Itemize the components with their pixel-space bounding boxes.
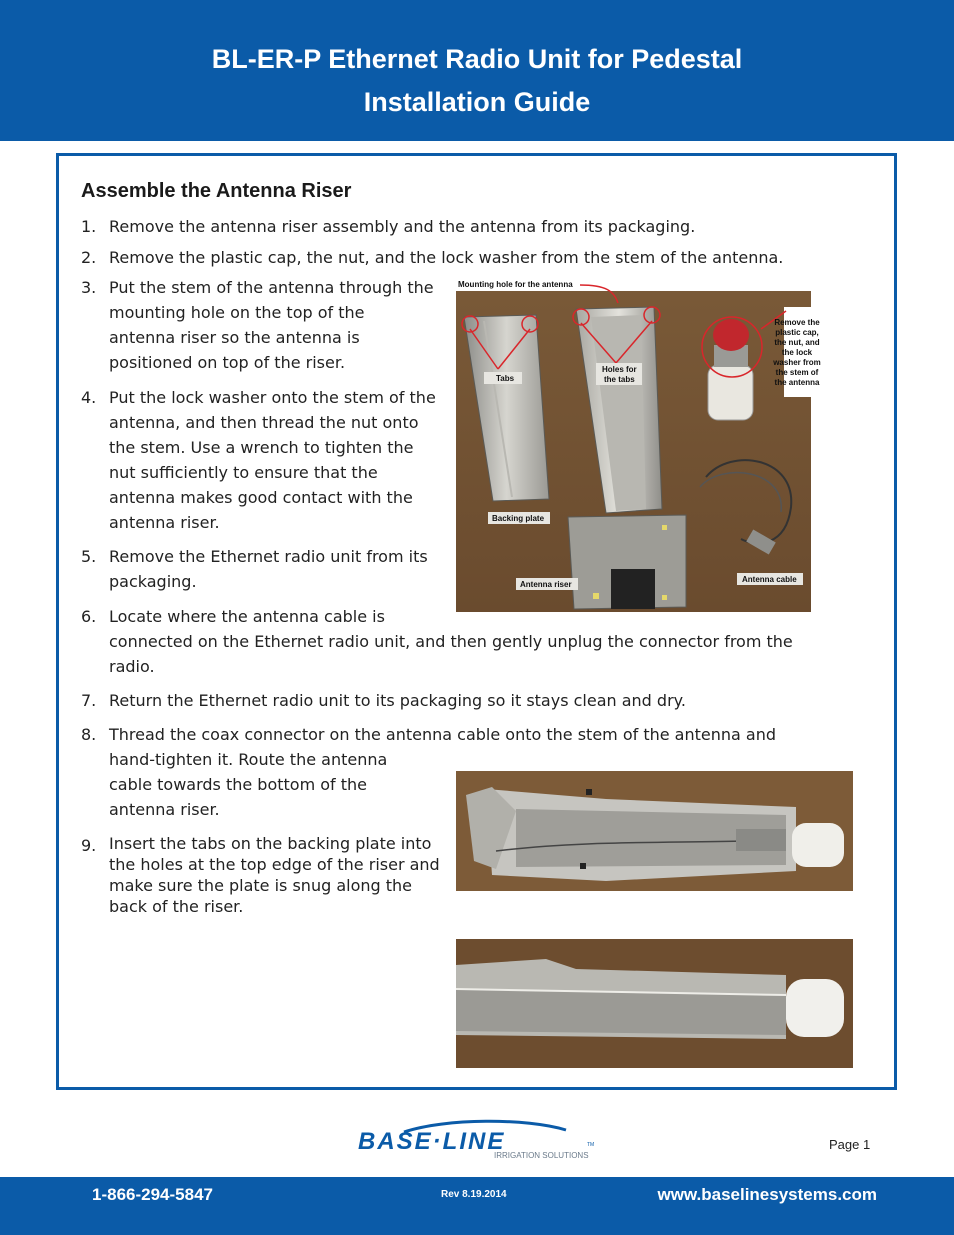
step-line: antenna makes good contact with the	[109, 488, 413, 507]
step-text	[109, 544, 428, 594]
step-5	[81, 544, 451, 594]
step-line: the holes at the top edge of the riser and	[109, 855, 440, 874]
step-number: 2.	[81, 248, 97, 267]
step-line: mounting hole on the top of the	[109, 303, 365, 322]
step-line: cable towards the bottom of the	[109, 775, 368, 794]
label-remove-3: the nut, and	[774, 338, 820, 347]
step-2	[81, 245, 861, 270]
step-line: connected on the Ethernet radio unit, and then gently unplug the connector from the	[109, 632, 793, 651]
step-1	[81, 214, 861, 239]
footer-revision: Rev 8.19.2014	[441, 1189, 507, 1200]
step-number: 6.	[81, 607, 97, 626]
step-number: 4.	[81, 388, 97, 407]
section-heading: Assemble the Antenna Riser	[81, 180, 352, 202]
logo-tagline: IRRIGATION SOLUTIONS	[494, 1151, 589, 1160]
step-line: antenna riser so the antenna is	[109, 328, 360, 347]
step-number: 5.	[81, 547, 97, 566]
step-number: 1.	[81, 217, 97, 236]
page-number: Page 1	[829, 1137, 871, 1152]
step-number: 3.	[81, 278, 97, 297]
step-text	[109, 385, 436, 535]
step-text	[109, 275, 434, 375]
label-remove-5: washer from	[773, 358, 821, 367]
step-line: Put the lock washer onto the stem of the	[109, 388, 436, 407]
label-mounting-hole: Mounting hole for the antenna	[458, 280, 573, 289]
step-number: 7.	[81, 691, 97, 710]
footer-phone: 1-866-294-5847	[92, 1185, 213, 1204]
step-line: hand-tighten it. Route the antenna	[109, 750, 388, 769]
label-remove-7: the antenna	[774, 378, 820, 387]
step-line: nut sufficiently to ensure that the	[109, 463, 378, 482]
label-holes-for: Holes for	[602, 365, 637, 374]
footer-website-link[interactable]: www.baselinesystems.com	[657, 1185, 877, 1204]
step-line: Remove the Ethernet radio unit from its	[109, 547, 428, 566]
step-line: back of the riser.	[109, 897, 244, 916]
step-4	[81, 385, 451, 535]
step-3	[81, 275, 451, 375]
step-line: antenna, and then thread the nut onto	[109, 413, 419, 432]
label-remove-1: Remove the	[774, 318, 820, 327]
parts-photo	[456, 277, 821, 612]
footer-banner	[0, 1177, 954, 1235]
step-number: 8.	[81, 725, 97, 744]
step-line: Locate where the antenna cable is	[109, 607, 385, 626]
label-antenna-cable: Antenna cable	[742, 575, 797, 584]
step-number: 9.	[81, 836, 97, 855]
step-line: Put the stem of the antenna through the	[109, 278, 434, 297]
step-line: the stem. Use a wrench to tighten the	[109, 438, 414, 457]
label-backing-plate: Backing plate	[492, 514, 545, 523]
label-tabs: Tabs	[496, 374, 515, 383]
step-line: antenna riser.	[109, 800, 220, 819]
riser-assembly-photo	[456, 771, 853, 891]
step-9	[81, 833, 456, 923]
step-text: Remove the plastic cap, the nut, and the lock washer from the stem of the antenna.	[109, 248, 784, 267]
step-line: positioned on top of the riser.	[109, 353, 346, 372]
step-7	[81, 688, 861, 713]
logo-wordmark: BASE·LINE	[358, 1128, 506, 1155]
step-text	[109, 833, 440, 917]
step-line: radio.	[109, 657, 155, 676]
step-line: Thread the coax connector on the antenna cable onto the stem of the antenna and	[109, 725, 777, 744]
baseline-logo	[356, 1120, 596, 1164]
step-6	[81, 604, 861, 679]
document-title: BL-ER-P Ethernet Radio Unit for Pedestal	[211, 44, 743, 74]
label-the-tabs: the tabs	[604, 375, 635, 384]
step-line: Insert the tabs on the backing plate into	[109, 834, 432, 853]
label-remove-4: the lock	[781, 348, 813, 357]
logo-trademark: TM	[587, 1142, 595, 1148]
step-text	[109, 604, 793, 679]
header-banner	[0, 0, 954, 141]
step-line: antenna riser.	[109, 513, 220, 532]
step-text: Remove the antenna riser assembly and the antenna from its packaging.	[109, 217, 696, 236]
step-line: packaging.	[109, 572, 197, 591]
step-line: make sure the plate is snug along the	[109, 876, 413, 895]
label-remove-2: plastic cap,	[775, 328, 819, 337]
label-antenna-riser: Antenna riser	[520, 580, 572, 589]
riser-side-photo	[456, 939, 853, 1068]
label-remove-6: the stem of	[775, 368, 819, 377]
step-text: Return the Ethernet radio unit to its packaging so it stays clean and dry.	[109, 691, 686, 710]
document-subtitle: Installation Guide	[363, 87, 591, 117]
